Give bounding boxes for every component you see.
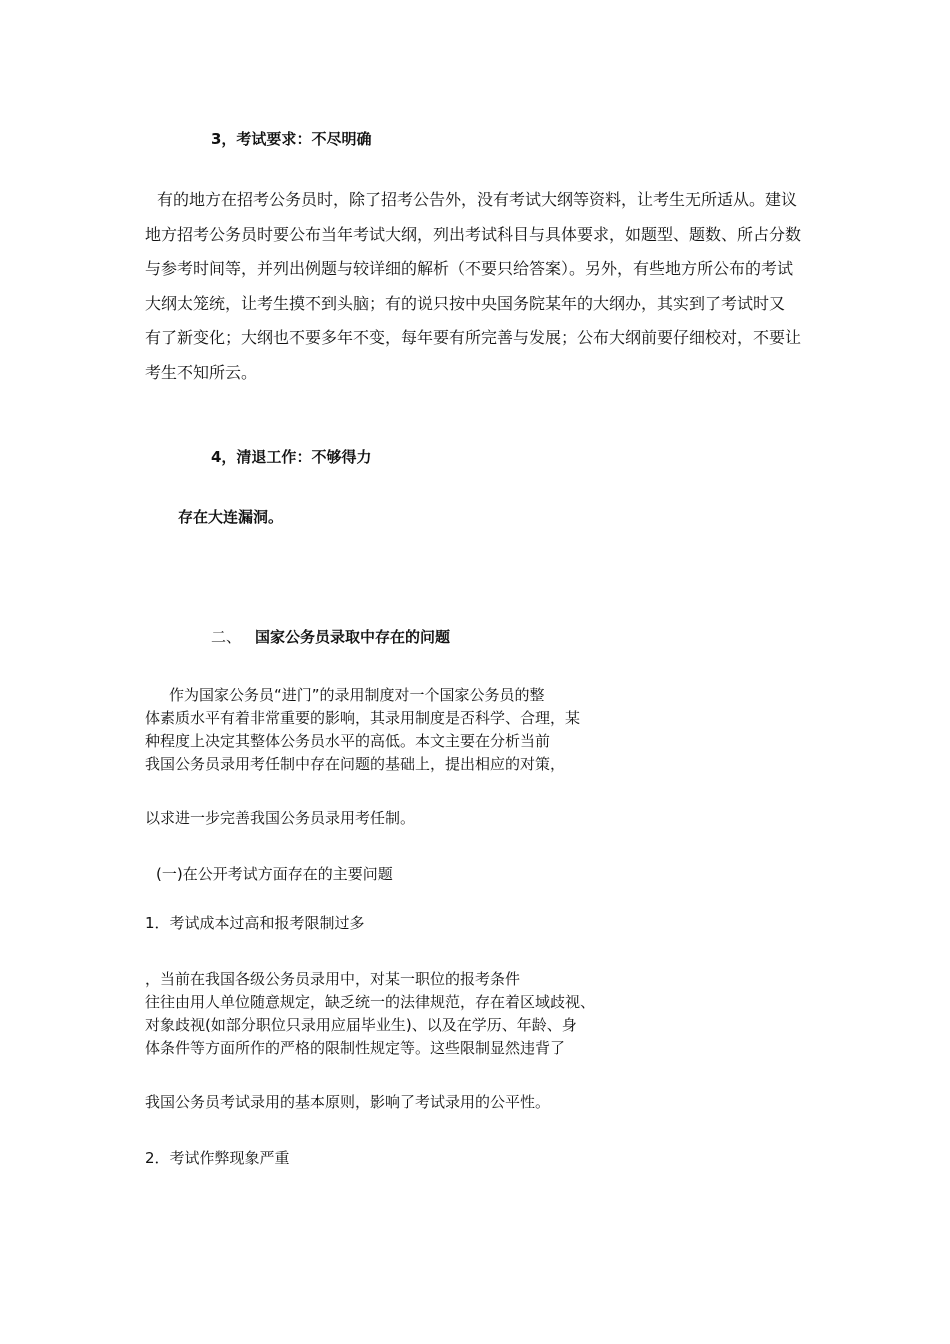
item-2-title: 2．考试作弊现象严重 (145, 1149, 290, 1167)
paragraph-line: 作为国家公务员“进门”的录用制度对一个国家公务员的整 (169, 686, 545, 704)
paragraph-line: 我国公务员录用考任制中存在问题的基础上，提出相应的对策， (145, 755, 566, 773)
section-3-heading: 3，考试要求：不尽明确 (211, 130, 372, 148)
paragraph-line: 地方招考公务员时要公布当年考试大纲，列出考试科目与具体要求，如题型、题数、所占分数 (145, 224, 802, 244)
section-4-note: 存在大连漏洞。 (178, 508, 284, 526)
paragraph-line: 大纲太笼统，让考生摸不到头脑；有的说只按中央国务院某年的大纲办，其实到了考试时又 (145, 293, 786, 313)
paragraph-line: ，当前在我国各级公务员录用中，对某一职位的报考条件 (145, 970, 521, 988)
paragraph-line: 有了新变化；大纲也不要多年不变，每年要有所完善与发展；公布大纲前要仔细校对，不要让 (145, 328, 802, 347)
paragraph-line: 对象歧视(如部分职位只录用应届毕业生)、以及在学历、年龄、身 (145, 1016, 577, 1034)
intro-paragraph-tail: 以求进一步完善我国公务员录用考任制。 (145, 809, 416, 827)
paragraph-exam-syllabus (145, 183, 801, 390)
section-4-heading: 4，清退工作：不够得力 (211, 448, 372, 466)
paragraph-line: 考生不知所云。 (145, 362, 258, 382)
item-1-paragraph-tail: 我国公务员考试录用的基本原则，影响了考试录用的公平性。 (145, 1093, 551, 1111)
item-1-paragraph (145, 968, 595, 1060)
paragraph-line: 体条件等方面所作的严格的限制性规定等。这些限制显然违背了 (145, 1039, 566, 1057)
part-2-heading-number: 二、 (211, 628, 242, 646)
paragraph-line: 往往由用人单位随意规定，缺乏统一的法律规范，存在着区域歧视、 (145, 993, 596, 1011)
paragraph-line: 有的地方在招考公务员时，除了招考公告外，没有考试大纲等资料，让考生无所适从。建议 (157, 190, 798, 209)
paragraph-line: 种程度上决定其整体公务员水平的高低。本文主要在分析当前 (145, 732, 551, 750)
part-2-heading-text: 国家公务员录取中存在的问题 (255, 628, 451, 646)
part-2-heading (211, 626, 450, 647)
subsection-1-heading: (一)在公开考试方面存在的主要问题 (156, 865, 393, 883)
item-1-title: 1．考试成本过高和报考限制过多 (145, 914, 365, 932)
paragraph-line: 与参考时间等，并列出例题与较详细的解析（不要只给答案）。另外，有些地方所公布的考试 (145, 259, 794, 278)
intro-paragraph (145, 684, 580, 776)
paragraph-line: 体素质水平有着非常重要的影响，其录用制度是否科学、合理，某 (145, 709, 581, 727)
